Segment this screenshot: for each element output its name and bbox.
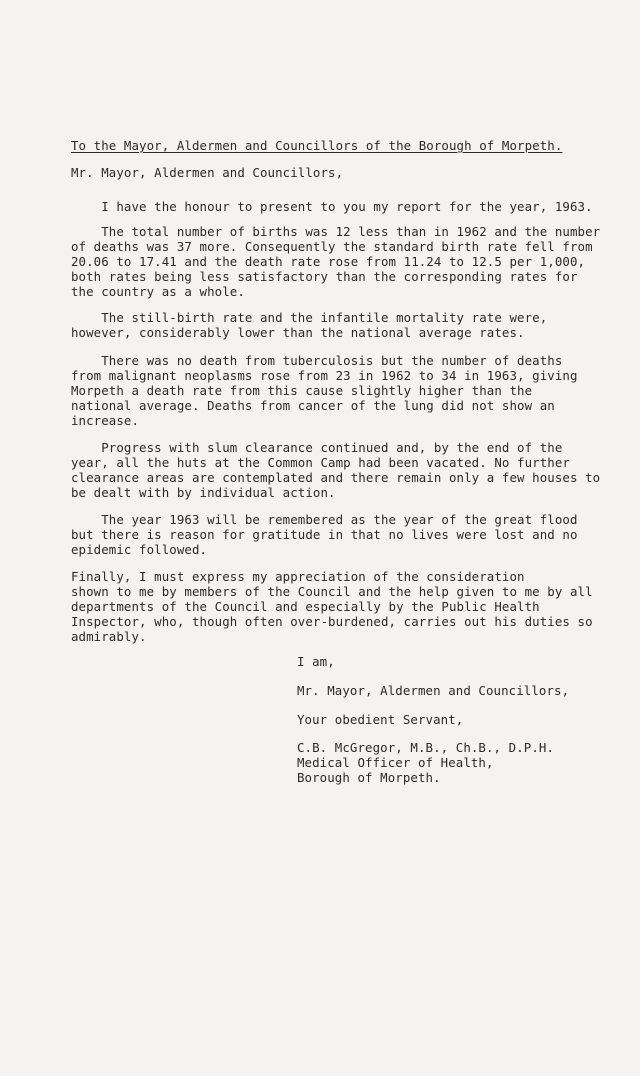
paragraph-line: There was no death from tuberculosis but the number of deaths: [71, 353, 563, 368]
paragraph-line: departments of the Council and especially by the Public Health: [71, 599, 540, 614]
paragraph-line: The total number of births was 12 less than in 1962 and the number: [71, 224, 601, 239]
paragraph-line: but there is reason for gratitude in that no lives were lost and no: [71, 527, 578, 542]
paragraph-line: year, all the huts at the Common Camp had been vacated. No further: [71, 455, 570, 470]
signature-place: Borough of Morpeth.: [297, 770, 441, 785]
paragraph-line: 20.06 to 17.41 and the death rate rose from 11.24 to 12.5 per 1,000,: [71, 254, 586, 269]
paragraph-line: Morpeth a death rate from this cause slightly higher than the: [71, 383, 533, 398]
paragraph-line: Inspector, who, though often over-burdened, carries out his duties so: [71, 614, 593, 629]
paragraph-line: from malignant neoplasms rose from 23 in 1962 to 34 in 1963, giving: [71, 368, 578, 383]
paragraph-line: both rates being less satisfactory than the corresponding rates for: [71, 269, 578, 284]
heading: To the Mayor, Aldermen and Councillors of the Borough of Morpeth.: [71, 138, 563, 153]
paragraph-line: The still-birth rate and the infantile mortality rate were,: [71, 310, 548, 325]
paragraph-line: be dealt with by individual action.: [71, 485, 336, 500]
paragraph-line: I have the honour to present to you my report for the year, 1963.: [71, 199, 593, 214]
closing-line: I am,: [297, 654, 335, 669]
paragraph-line: Finally, I must express my appreciation of the consideration: [71, 569, 525, 584]
signature-title: Medical Officer of Health,: [297, 755, 494, 770]
paragraph-line: admirably.: [71, 629, 147, 644]
closing-line: Mr. Mayor, Aldermen and Councillors,: [297, 683, 570, 698]
paragraph-line: Progress with slum clearance continued and, by the end of the: [71, 440, 563, 455]
salutation: Mr. Mayor, Aldermen and Councillors,: [71, 165, 344, 180]
paragraph-line: epidemic followed.: [71, 542, 208, 557]
paragraph-line: national average. Deaths from cancer of the lung did not show an: [71, 398, 555, 413]
signature-name: C.B. McGregor, M.B., Ch.B., D.P.H.: [297, 740, 555, 755]
paragraph-line: of deaths was 37 more. Consequently the standard birth rate fell from: [71, 239, 593, 254]
paragraph-line: shown to me by members of the Council and the help given to me by all: [71, 584, 593, 599]
paragraph-line: the country as a whole.: [71, 284, 245, 299]
paragraph-line: however, considerably lower than the national average rates.: [71, 325, 525, 340]
paragraph-line: The year 1963 will be remembered as the year of the great flood: [71, 512, 578, 527]
paragraph-line: increase.: [71, 413, 140, 428]
closing-line: Your obedient Servant,: [297, 712, 464, 727]
paragraph-line: clearance areas are contemplated and there remain only a few houses to: [71, 470, 601, 485]
